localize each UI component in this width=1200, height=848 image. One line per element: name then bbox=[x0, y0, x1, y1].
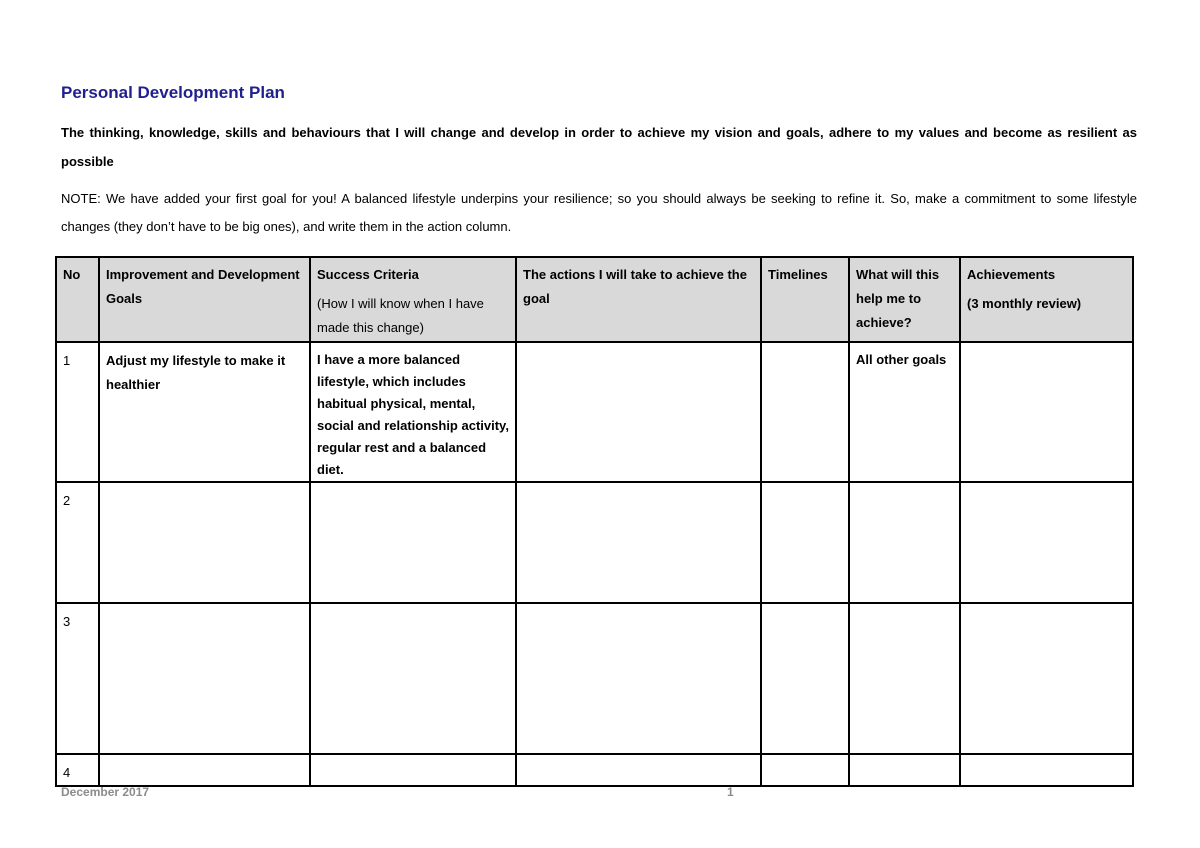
help-cell[interactable] bbox=[849, 603, 960, 754]
goal-cell[interactable] bbox=[99, 482, 310, 603]
achievements-cell[interactable] bbox=[960, 603, 1133, 754]
help-cell[interactable] bbox=[849, 754, 960, 786]
help-cell[interactable] bbox=[849, 482, 960, 603]
header-timelines-label: Timelines bbox=[768, 267, 828, 282]
note-paragraph: NOTE: We have added your first goal for you! A balanced lifestyle underpins your resilience; so you should always be seeking to refine it. So, make a commitment to some lifestyle changes (they don’t have to be big ones), and write them in the action column. bbox=[61, 191, 1137, 234]
timelines-cell[interactable] bbox=[761, 603, 849, 754]
header-help-label: What will this help me to achieve? bbox=[856, 267, 940, 330]
actions-cell[interactable] bbox=[516, 342, 761, 482]
timelines-cell[interactable] bbox=[761, 754, 849, 786]
criteria-cell[interactable]: I have a more balanced lifestyle, which includes habitual physical, mental, social and relationship activity, regular rest and a balanced diet. bbox=[310, 342, 516, 482]
header-criteria bbox=[310, 257, 516, 342]
row-number-cell: 1 bbox=[56, 342, 99, 482]
header-achievements bbox=[960, 257, 1133, 342]
actions-cell[interactable] bbox=[516, 603, 761, 754]
criteria-cell[interactable] bbox=[310, 482, 516, 603]
actions-cell[interactable] bbox=[516, 754, 761, 786]
header-actions-label: The actions I will take to achieve the goal bbox=[523, 267, 747, 306]
header-timelines bbox=[761, 257, 849, 342]
table-row bbox=[56, 603, 1133, 754]
header-criteria-note: (How I will know when I have made this change) bbox=[317, 296, 484, 335]
row-number-cell: 4 bbox=[56, 754, 99, 786]
table-row bbox=[56, 342, 1133, 482]
header-achievements-note: (3 monthly review) bbox=[967, 296, 1082, 311]
footer-page-number: 1 bbox=[727, 785, 734, 799]
row-number-cell: 3 bbox=[56, 603, 99, 754]
goal-cell[interactable] bbox=[99, 754, 310, 786]
header-goals bbox=[99, 257, 310, 342]
table-header-row bbox=[56, 257, 1133, 342]
goal-cell[interactable]: Adjust my lifestyle to make it healthier bbox=[99, 342, 310, 482]
achievements-cell[interactable] bbox=[960, 342, 1133, 482]
criteria-cell[interactable] bbox=[310, 754, 516, 786]
help-cell[interactable]: All other goals bbox=[849, 342, 960, 482]
header-achievements-label: Achievements bbox=[967, 267, 1056, 282]
header-help bbox=[849, 257, 960, 342]
goal-cell[interactable] bbox=[99, 603, 310, 754]
row-number-cell: 2 bbox=[56, 482, 99, 603]
achievements-cell[interactable] bbox=[960, 482, 1133, 603]
timelines-cell[interactable] bbox=[761, 482, 849, 603]
actions-cell[interactable] bbox=[516, 482, 761, 603]
page-title: Personal Development Plan bbox=[61, 83, 285, 102]
development-plan-table bbox=[55, 256, 1134, 787]
footer-date: December 2017 bbox=[61, 785, 150, 799]
header-no-label: No bbox=[63, 267, 81, 282]
header-actions bbox=[516, 257, 761, 342]
criteria-cell[interactable] bbox=[310, 603, 516, 754]
header-goals-label: Improvement and Development Goals bbox=[106, 267, 300, 306]
achievements-cell[interactable] bbox=[960, 754, 1133, 786]
subtitle: The thinking, knowledge, skills and behaviours that I will change and develop in order to achieve my vision and goals, adhere to my values and become as resilient as possible bbox=[61, 125, 1137, 169]
timelines-cell[interactable] bbox=[761, 342, 849, 482]
header-criteria-label: Success Criteria bbox=[317, 267, 419, 282]
table-row bbox=[56, 482, 1133, 603]
header-no bbox=[56, 257, 99, 342]
table-row bbox=[56, 754, 1133, 786]
